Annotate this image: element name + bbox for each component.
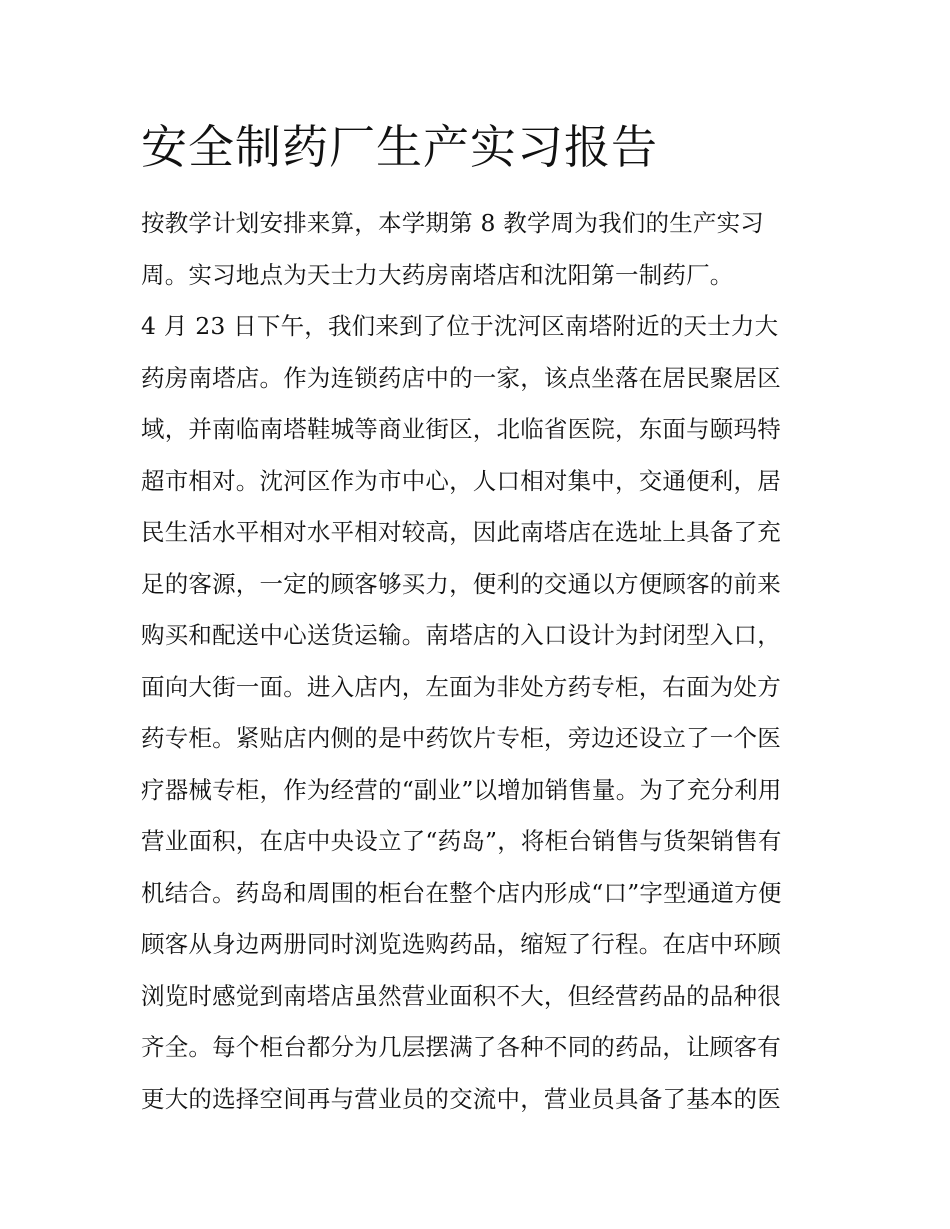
text-line: 营业面积，在店中央设立了“药岛”，将柜台销售与货架销售有 — [141, 827, 782, 855]
text-line: 民生活水平相对水平相对较高，因此南塔店在选址上具备了充 — [141, 518, 781, 546]
text-line: 药专柜。紧贴店内侧的是中药饮片专柜，旁边还设立了一个医 — [141, 724, 781, 752]
text-line: 域，并南临南塔鞋城等商业街区，北临省医院，东面与颐玛特 — [141, 415, 781, 443]
text-line: 更大的选择空间再与营业员的交流中，营业员具备了基本的医 — [141, 1084, 781, 1113]
text-line: 齐全。每个柜台都分为几层摆满了各种不同的药品，让顾客有 — [141, 1033, 781, 1061]
text-line: 周。实习地点为天士力大药房南塔店和沈阳第一制药厂。 — [141, 260, 734, 289]
text-line: 超市相对。沈河区作为市中心，人口相对集中，交通便利，居 — [141, 466, 781, 495]
text-line: 4 月 23 日下午，我们来到了位于沈河区南塔附近的天士力大 — [141, 312, 779, 340]
document-title: 安全制药厂生产实习报告 — [141, 120, 658, 174]
text-line: 顾客从身边两册同时浏览选购药品，缩短了行程。在店中环顾 — [141, 930, 781, 958]
document-body — [141, 205, 821, 1132]
text-line: 购买和配送中心送货运输。南塔店的入口设计为封闭型入口， — [141, 621, 781, 649]
text-line: 面向大街一面。进入店内，左面为非处方药专柜，右面为处方 — [141, 672, 781, 701]
text-line: 药房南塔店。作为连锁药店中的一家，该点坐落在居民聚居区 — [141, 363, 781, 392]
text-line: 按教学计划安排来算，本学期第 8 教学周为我们的生产实习 — [141, 209, 764, 237]
text-line: 机结合。药岛和周围的柜台在整个店内形成“口”字型通道方便 — [141, 878, 782, 907]
text-line: 浏览时感觉到南塔店虽然营业面积不大，但经营药品的品种很 — [141, 981, 781, 1010]
text-line: 足的客源，一定的顾客够买力，便利的交通以方便顾客的前来 — [141, 569, 781, 598]
text-line: 疗器械专柜，作为经营的“副业”以增加销售量。为了充分利用 — [141, 775, 782, 804]
